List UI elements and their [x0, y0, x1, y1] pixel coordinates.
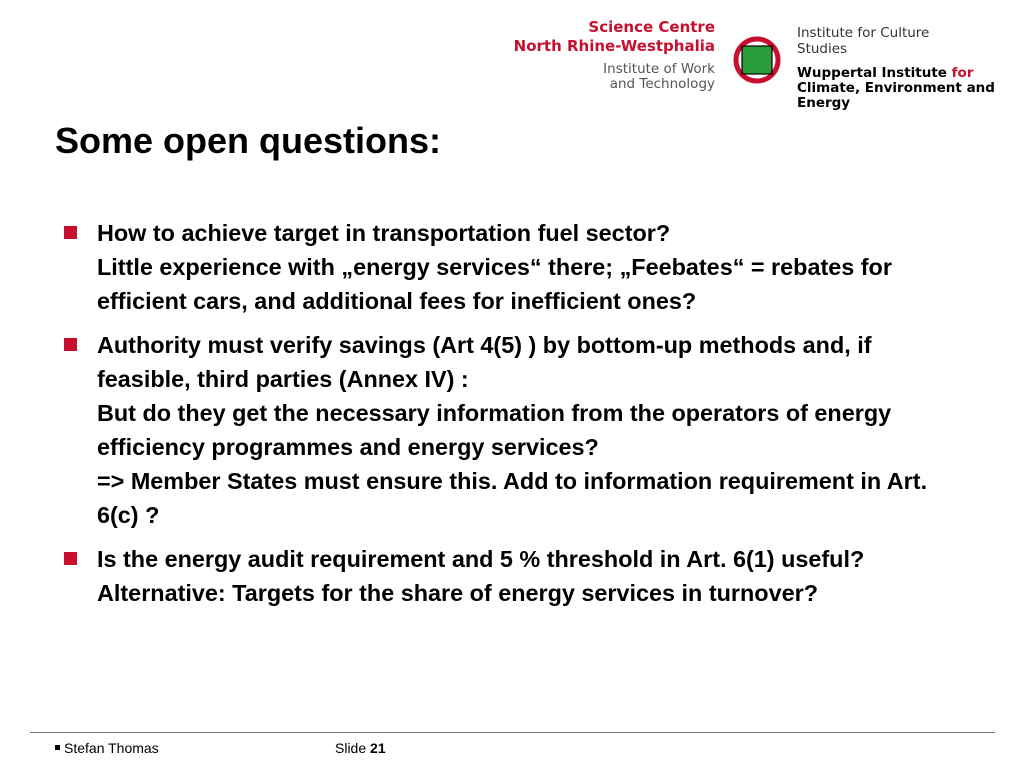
- bullet-line: => Member States must ensure this. Add to information requirement in Art. 6(c) ?: [97, 468, 928, 528]
- square-ring-logo-icon: [730, 34, 784, 86]
- slide-label: Slide: [335, 740, 367, 756]
- bullet-line: Is the energy audit requirement and 5 % threshold in Art. 6(1) useful? Alternative: Targets for the share of energy services in turnover?: [97, 546, 865, 606]
- institute-culture-studies: Institute for Culture Studies: [797, 25, 930, 57]
- science-centre-logo-text: [514, 18, 715, 92]
- wuppertal-for-text: for: [951, 65, 974, 81]
- bullet-item: [64, 216, 969, 318]
- bullet-text: [97, 542, 969, 610]
- red-square-bullet-icon: [64, 338, 77, 351]
- wuppertal-subtitle: Climate, Environment and Energy: [797, 80, 995, 111]
- science-centre-institute-line1: Institute of Work: [603, 61, 715, 77]
- bullet-line: Authority must verify savings (Art 4(5) ) by bottom-up methods and, if feasible, third parties (Annex IV) :: [97, 332, 872, 392]
- science-centre-institute-line2: and Technology: [609, 76, 715, 92]
- science-centre-name-line2: North Rhine-Westphalia: [513, 37, 715, 55]
- bullet-line: But do they get the necessary information from the operators of energy efficiency programmes and energy services?: [97, 400, 892, 460]
- wuppertal-institute-logo-text: [797, 26, 1007, 111]
- wuppertal-institute-name: [797, 66, 1007, 111]
- red-square-bullet-icon: [64, 226, 77, 239]
- bullet-text: [97, 216, 969, 318]
- footer-divider: [30, 732, 995, 733]
- author-name: Stefan Thomas: [64, 740, 159, 756]
- bullet-text: [97, 328, 969, 532]
- slide-title: Some open questions:: [55, 120, 442, 161]
- footer-author: [55, 740, 159, 756]
- bullet-item: [64, 328, 969, 532]
- bullet-list: [64, 216, 969, 620]
- wuppertal-name-text: Wuppertal Institute: [797, 65, 947, 81]
- square-bullet-icon: [55, 745, 60, 750]
- bullet-item: [64, 542, 969, 610]
- footer-slide-number: [335, 740, 386, 756]
- red-square-bullet-icon: [64, 552, 77, 565]
- slide-number: 21: [370, 740, 386, 756]
- bullet-line: How to achieve target in transportation fuel sector?: [97, 220, 671, 246]
- bullet-line: Little experience with „energy services“ there; „Feebates“ = rebates for efficient cars, and additional fees for inefficient ones?: [97, 254, 892, 314]
- science-centre-name-line1: Science Centre: [588, 18, 715, 36]
